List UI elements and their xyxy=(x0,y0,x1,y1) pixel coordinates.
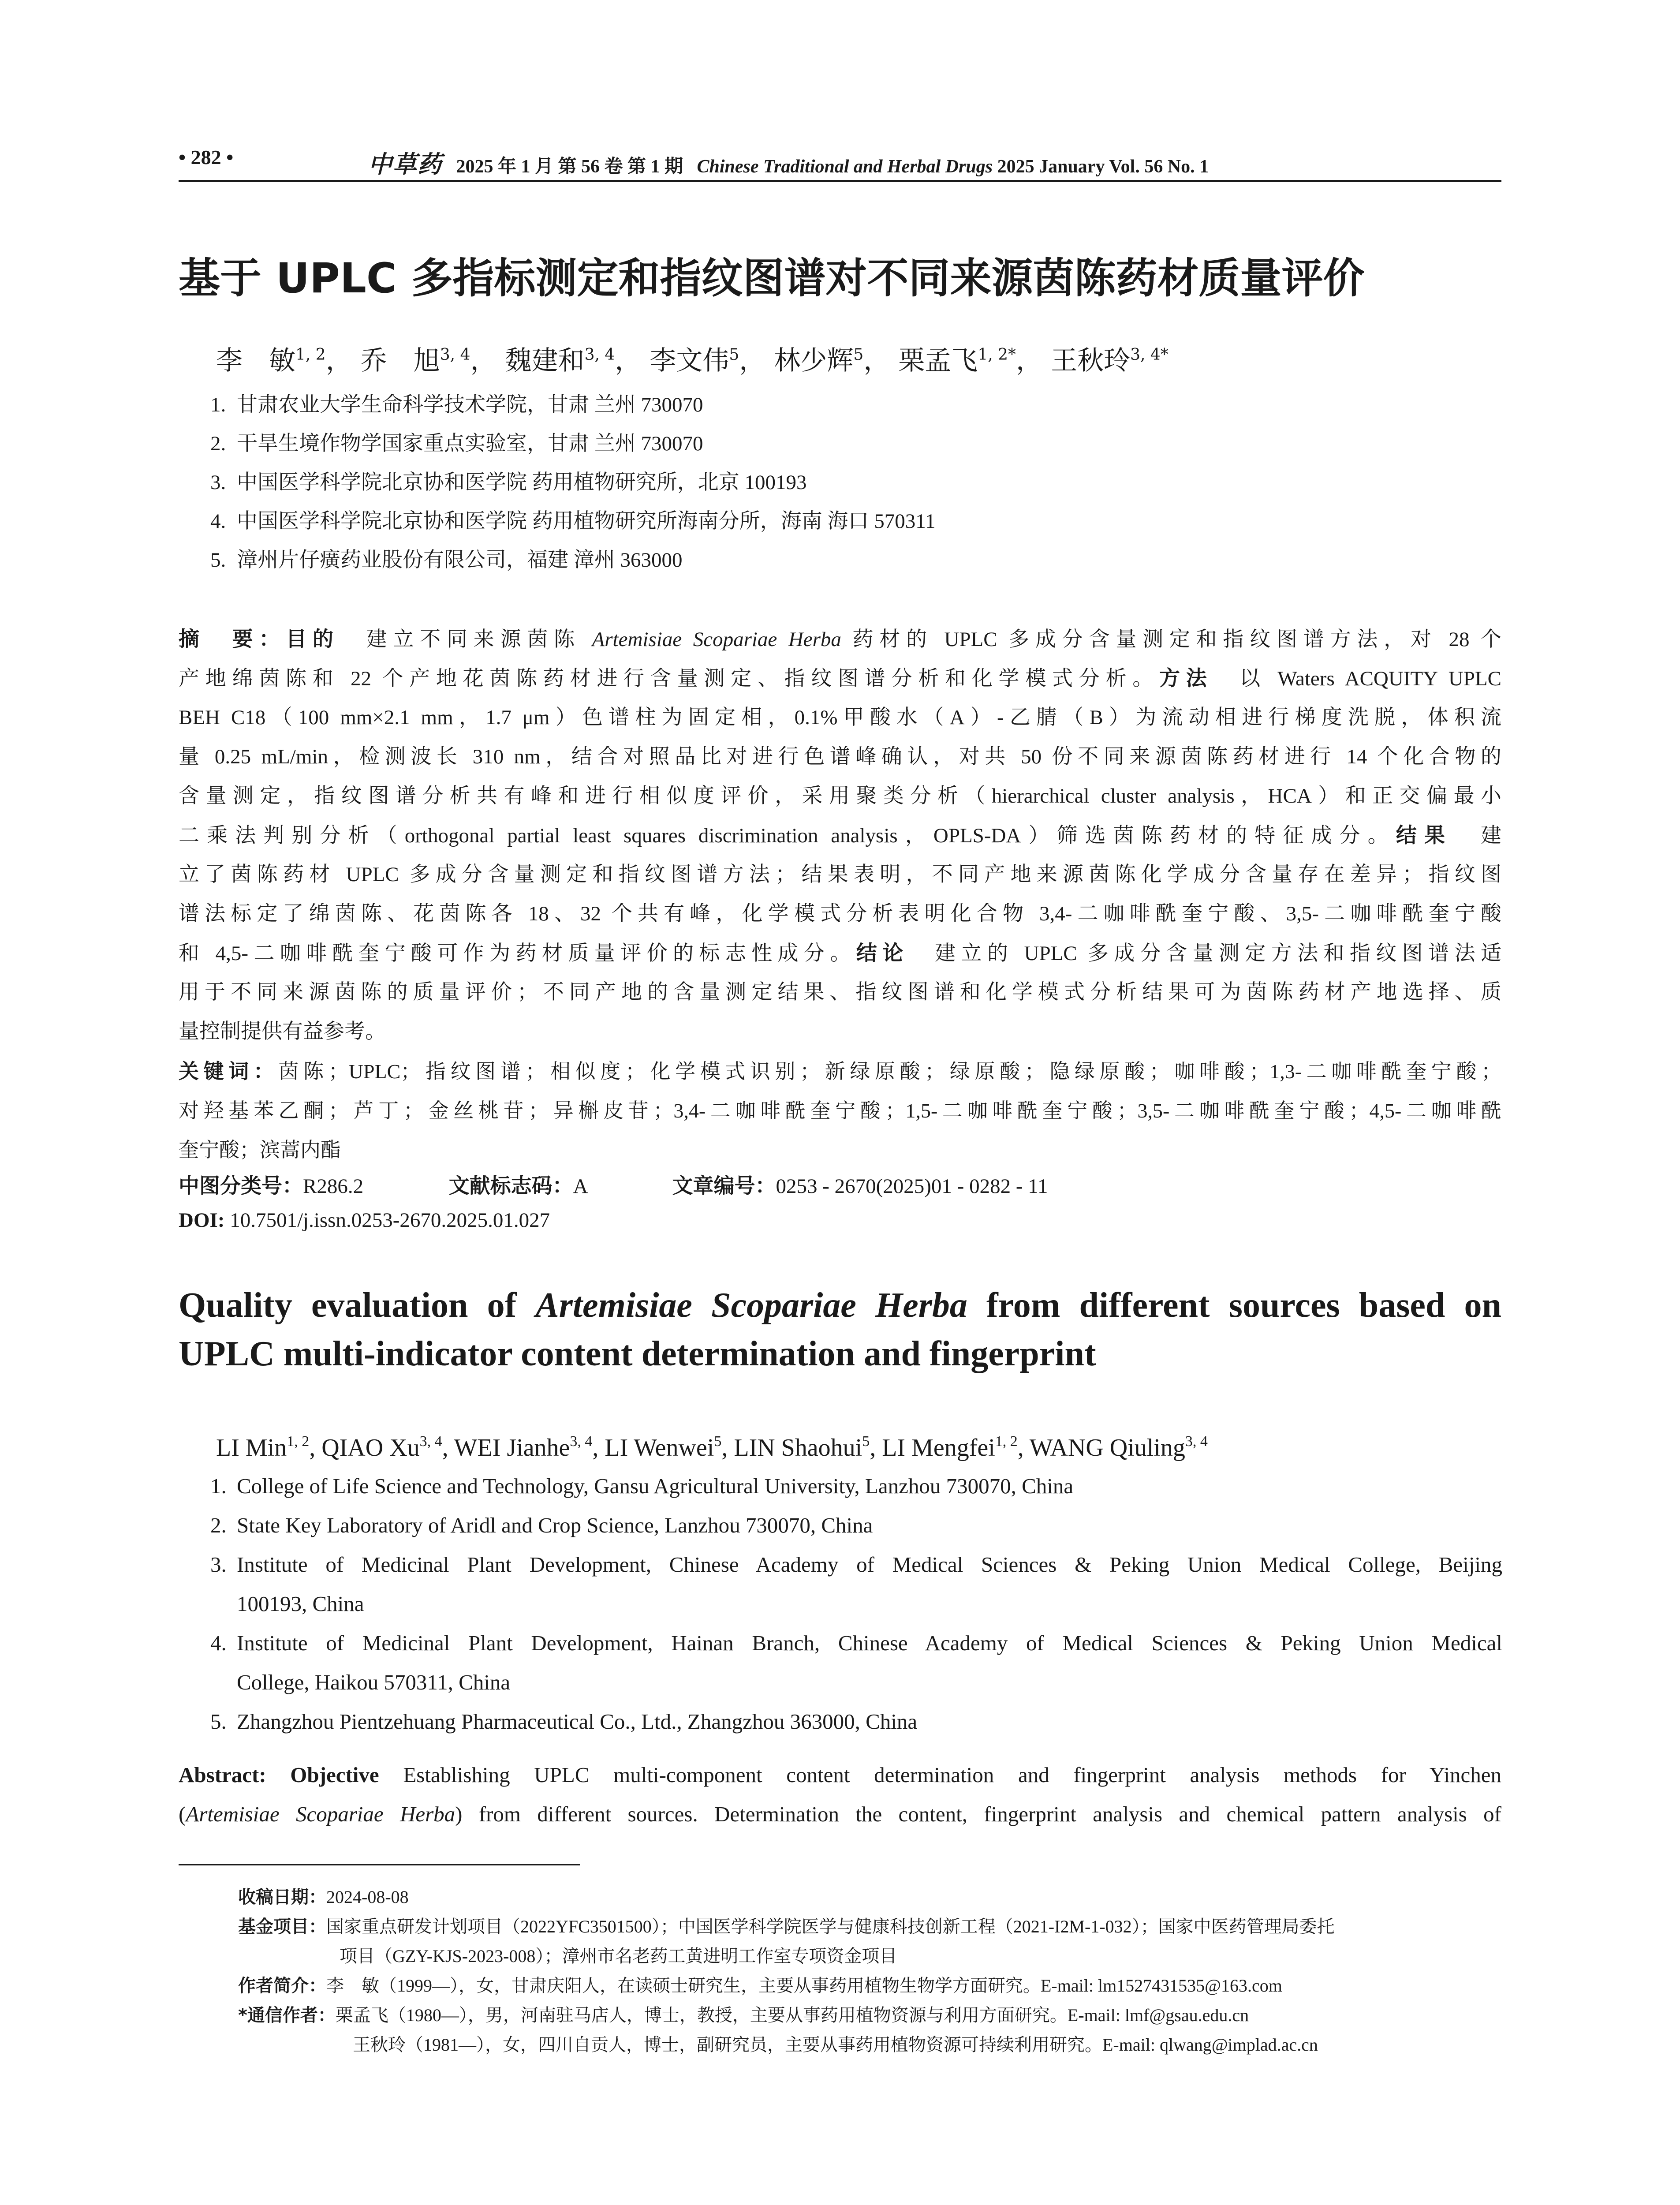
affiliation-cn: 3. 中国医学科学院北京协和医学院 药用植物研究所，北京 100193 xyxy=(210,471,807,494)
journal-en-issue: 2025 January Vol. 56 No. 1 xyxy=(997,157,1209,177)
footnote-author: 作者简介：李 敏（1999—），女，甘肃庆阳人，在读硕士研究生，主要从事药用植物生物学方面研究。E-mail: lm1527431535@163.com xyxy=(238,1976,1282,1996)
page-number: • 282 • xyxy=(179,146,234,168)
author-cn: 栗孟飞$^{1, 2*}$， xyxy=(898,345,1043,376)
author-en: LI Min$^{1, 2}$, xyxy=(216,1433,322,1461)
keywords-line: 关键词：茵陈；UPLC；指纹图谱；相似度；化学模式识别；新绿原酸；绿原酸；隐绿原酸；咖啡酸；1,3-二咖啡酰奎宁酸； xyxy=(179,1059,1501,1083)
author-en: WEI Jianhe$^{3, 4}$, xyxy=(454,1433,605,1461)
abstract-cn-line: 产地绵茵陈和 22 个产地花茵陈药材进行含量测定、指纹图谱分析和化学模式分析。方法 以 Waters ACQUITY UPLC xyxy=(179,666,1501,691)
abstract-cn-line: 谱法标定了绵茵陈、花茵陈各 18、32 个共有峰，化学模式分析表明化合物 3,4-二咖啡酰奎宁酸、3,5-二咖啡酰奎宁酸 xyxy=(179,902,1501,925)
doi-value[interactable]: 10.7501/j.issn.0253-2670.2025.01.027 xyxy=(224,1209,550,1232)
footnote-corresponding: *通信作者：栗孟飞（1980—），男，河南驻马店人，博士，教授，主要从事药用植物资源与利用方面研究。E-mail: lmf@gsau.edu.cn xyxy=(238,2005,1249,2026)
footnote-received: 收稿日期：2024-08-08 xyxy=(238,1887,409,1907)
abstract-cn-line: 量控制提供有益参考。 xyxy=(179,1020,386,1043)
abstract-en: Abstract: Objective Establishing UPLC multi-component content determination and fingerprint analysis methods for Yinchen (Artemisiae Scopariae Herba) from different sources. Determination the content, fingerprint analysis and chemical pattern analysis of xyxy=(179,1763,1502,1826)
author-cn: 乔 旭$^{3, 4}$， xyxy=(360,345,497,376)
affiliation-cn: 1. 甘肃农业大学生命科学技术学院，甘肃 兰州 730070 xyxy=(210,393,703,416)
journal-cn-issue: 2025 年 1 月 第 56 卷 第 1 期 xyxy=(456,157,683,177)
abstract-cn-line: 用于不同来源茵陈的质量评价；不同产地的含量测定结果、指纹图谱和化学模式分析结果可为茵陈药材产地选择、质 xyxy=(179,981,1501,1004)
abstract-cn xyxy=(179,620,1501,1051)
abstract-cn-line: 立了茵陈药材 UPLC 多成分含量测定和指纹图谱方法；结果表明，不同产地来源茵陈化学成分含量存在差异；指纹图 xyxy=(179,863,1501,886)
author-cn: 林少辉$^5$， xyxy=(774,345,890,376)
affiliation-cn: 5. 漳州片仔癀药业股份有限公司，福建 漳州 363000 xyxy=(210,549,683,572)
author-cn: 李文伟$^5$， xyxy=(650,345,766,376)
affiliation-cn: 2. 干旱生境作物学国家重点实验室，甘肃 兰州 730070 xyxy=(210,432,703,455)
keywords-line: 奎宁酸；滨蒿内酯 xyxy=(179,1139,341,1161)
classification-line: 中图分类号：R286.2 文献标志码：A 文章编号：0253 - 2670(2025)01 - 0282 - 11 xyxy=(179,1174,1048,1198)
author-en: LIN Shaohui$^5$, xyxy=(734,1433,882,1461)
abstract-cn-line: 量 0.25 mL/min，检测波长 310 nm，结合对照品比对进行色谱峰确认，对共 50 份不同来源茵陈药材进行 14 个化合物的 xyxy=(179,745,1501,768)
abstract-cn-line: 二乘法判别分析（orthogonal partial least squares discrimination analysis，OPLS-DA）筛选茵陈药材的特征成分。结果 建 xyxy=(179,823,1502,848)
author-cn: 李 敏$^{1, 2}$， xyxy=(216,345,352,376)
author-list-cn xyxy=(216,340,1169,377)
abstract-cn-line: 摘 要：目的 建立不同来源茵陈 Artemisiae Scopariae Herba 药材的 UPLC 多成分含量测定和指纹图谱方法，对 28 个 xyxy=(179,627,1502,651)
author-en: QIAO Xu$^{3, 4}$, xyxy=(321,1433,454,1461)
footnote-fund: 基金项目：国家重点研发计划项目（2022YFC3501500）；中国医学科学院医学与健康科技创新工程（2021-I2M-1-032）；国家中医药管理局委托 xyxy=(238,1917,1335,1937)
journal-logo: 中草药 xyxy=(368,151,442,178)
author-en: LI Wenwei$^5$, xyxy=(605,1433,734,1461)
affiliation-cn: 4. 中国医学科学院北京协和医学院 药用植物研究所海南分所，海南 海口 570311 xyxy=(210,510,936,533)
affiliation-en: 1. College of Life Science and Technology, Gansu Agricultural University, Lanzhou 730070, China 2. State Key Laboratory of Aridl and Crop Science, Lanzhou 730070, China 3. Institute of Medicinal Plant Development, Chinese Academy of Medical Sciences & Peking Union Medical College, Beijing 100193, China 4. Institute of Medicinal Plant Development, Hainan Branch, Chinese Academy of Medical Sciences & Peking Union Medical College, Haikou 570311, China 5. Zhangzhou Pientzehuang Pharmaceutical Co., Ltd., Zhangzhou 363000, China xyxy=(210,1474,1502,1734)
article-title-cn: 基于 UPLC 多指标测定和指纹图谱对不同来源茵陈药材质量评价 xyxy=(179,254,1365,303)
abstract-cn-line: BEH C18（100 mm×2.1 mm，1.7 μm）色谱柱为固定相，0.1%甲酸水（A）-乙腈（B）为流动相进行梯度洗脱，体积流 xyxy=(179,706,1501,729)
article-title-en: Quality evaluation of Artemisiae Scopariae Herba from different sources based on UPLC multi-indicator content determination and fingerprint xyxy=(179,1286,1501,1373)
doi-line xyxy=(179,1208,550,1232)
footnote-fund-cont: 项目（GZY-KJS-2023-008）；漳州市名老药工黄进明工作室专项资金项目 xyxy=(340,1946,897,1966)
author-list-en xyxy=(216,1433,1208,1462)
running-header xyxy=(179,140,1501,182)
footnote-corresponding-cont: 王秋玲（1981—），女，四川自贡人，博士，副研究员，主要从事药用植物资源可持续利用研究。E-mail: qlwang@implad.ac.cn xyxy=(353,2035,1318,2055)
journal-line xyxy=(368,146,1209,179)
author-en: LI Mengfei$^{1, 2}$, xyxy=(882,1433,1030,1461)
keywords-cn xyxy=(179,1052,1501,1170)
abstract-cn-line: 和 4,5-二咖啡酰奎宁酸可作为药材质量评价的标志性成分。结论 建立的 UPLC 多成分含量测定方法和指纹图谱法适 xyxy=(179,941,1501,965)
journal-en-name: Chinese Traditional and Herbal Drugs xyxy=(697,157,993,177)
footnote-divider xyxy=(179,1864,580,1865)
abstract-en-label: Abstract: Objective xyxy=(179,1763,379,1787)
author-en: WANG Qiuling$^{3, 4}$ xyxy=(1029,1433,1208,1461)
doi-label: DOI: xyxy=(179,1209,225,1232)
author-cn: 魏建和$^{3, 4}$， xyxy=(505,345,642,376)
keywords-line: 对羟基苯乙酮；芦丁；金丝桃苷；异槲皮苷；3,4-二咖啡酰奎宁酸；1,5-二咖啡酰奎宁酸；3,5-二咖啡酰奎宁酸；4,5-二咖啡酰 xyxy=(179,1099,1501,1122)
author-cn: 王秋玲$^{3, 4*}$ xyxy=(1051,345,1169,376)
abstract-cn-line: 含量测定，指纹图谱分析共有峰和进行相似度评价，采用聚类分析（hierarchical cluster analysis，HCA）和正交偏最小 xyxy=(179,785,1501,807)
